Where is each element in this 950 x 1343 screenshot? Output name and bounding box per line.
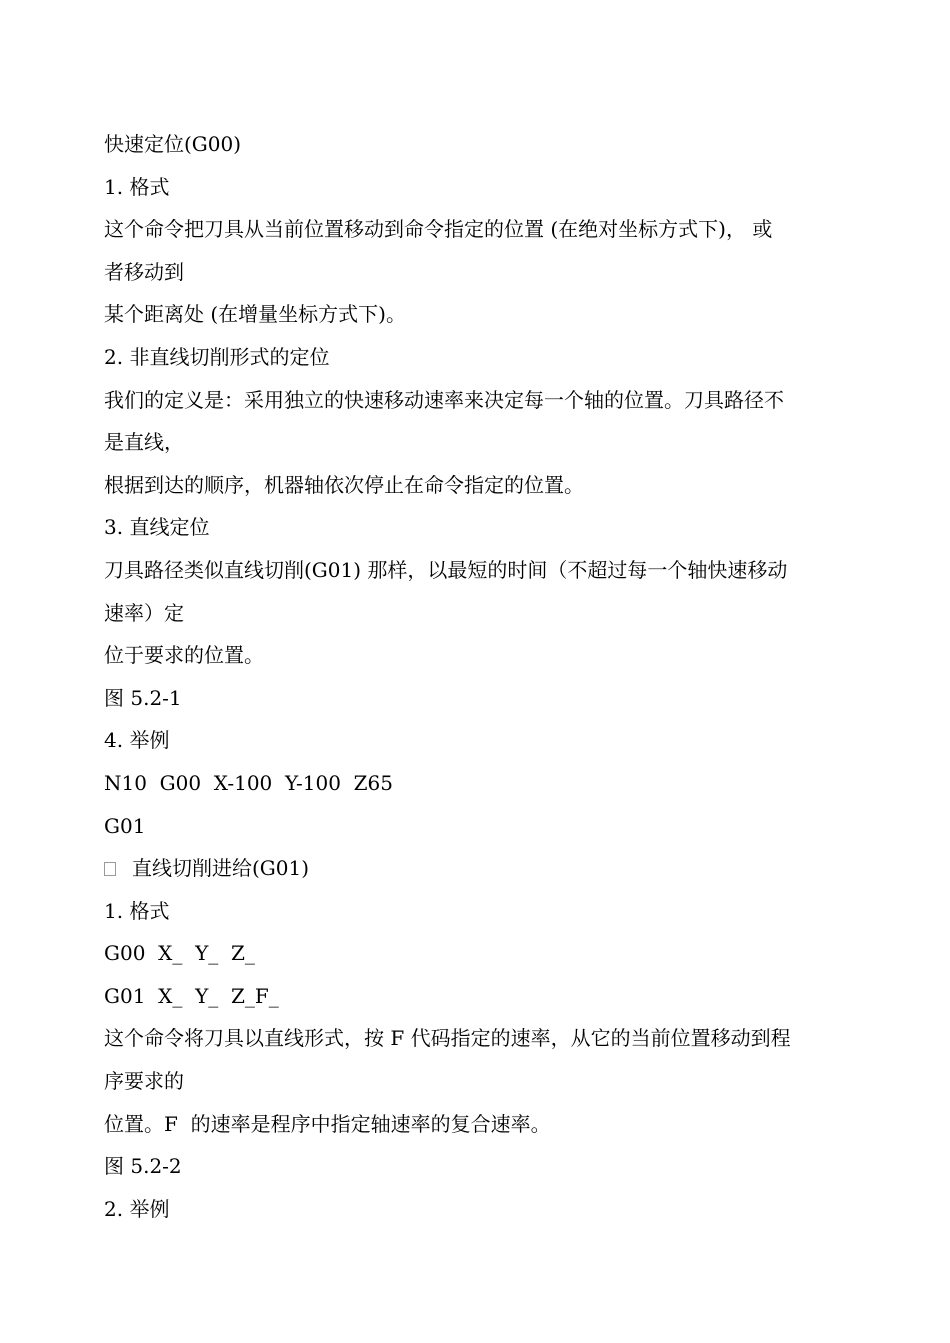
paragraph-line: 根据到达的顺序，机器轴依次停止在命令指定的位置。 xyxy=(104,472,584,497)
paragraph-line: 这个命令将刀具以直线形式，按 F 代码指定的速率，从它的当前位置移动到程 xyxy=(104,1026,791,1051)
paragraph-line: 序要求的 xyxy=(104,1069,184,1094)
document-body xyxy=(104,123,846,1230)
paragraph-line: 速率）定 xyxy=(104,600,184,625)
paragraph-line: 是直线， xyxy=(104,430,184,455)
subheading-example: 2. 举例 xyxy=(104,1196,170,1221)
section-heading-g01 xyxy=(104,847,846,890)
code-line: G01 X_ Y_ Z_F_ xyxy=(104,983,279,1008)
paragraph-line: 位置。F 的速率是程序中指定轴速率的复合速率。 xyxy=(104,1111,551,1136)
paragraph-line: 某个距离处 (在增量坐标方式下)。 xyxy=(104,302,406,327)
subheading-nonlinear-positioning: 2. 非直线切削形式的定位 xyxy=(104,344,330,369)
code-line: N10 G00 X-100 Y-100 Z65 xyxy=(104,770,393,795)
paragraph-line: 我们的定义是：采用独立的快速移动速率来决定每一个轴的位置。刀具路径不 xyxy=(104,387,784,412)
subheading-format: 1. 格式 xyxy=(104,898,170,923)
paragraph-line: 者移动到 xyxy=(104,259,184,284)
subheading-format: 1. 格式 xyxy=(104,174,170,199)
paragraph-line: 刀具路径类似直线切削(G01) 那样，以最短的时间（不超过每一个轴快速移动 xyxy=(104,557,788,582)
section-heading-g00: 快速定位(G00) xyxy=(104,132,242,156)
subheading-example: 4. 举例 xyxy=(104,728,170,753)
subheading-linear-positioning: 3. 直线定位 xyxy=(104,515,210,540)
figure-caption: 图 5.2-1 xyxy=(104,685,182,710)
code-line: G00 X_ Y_ Z_ xyxy=(104,941,255,966)
paragraph-line: 这个命令把刀具从当前位置移动到命令指定的位置 (在绝对坐标方式下)， 或 xyxy=(104,217,773,242)
figure-caption: 图 5.2-2 xyxy=(104,1154,182,1179)
code-line: G01 xyxy=(104,813,146,838)
section-heading-g01-text: 直线切削进给(G01) xyxy=(132,856,310,881)
empty-square-glyph-icon xyxy=(104,862,116,876)
paragraph-line: 位于要求的位置。 xyxy=(104,643,264,668)
